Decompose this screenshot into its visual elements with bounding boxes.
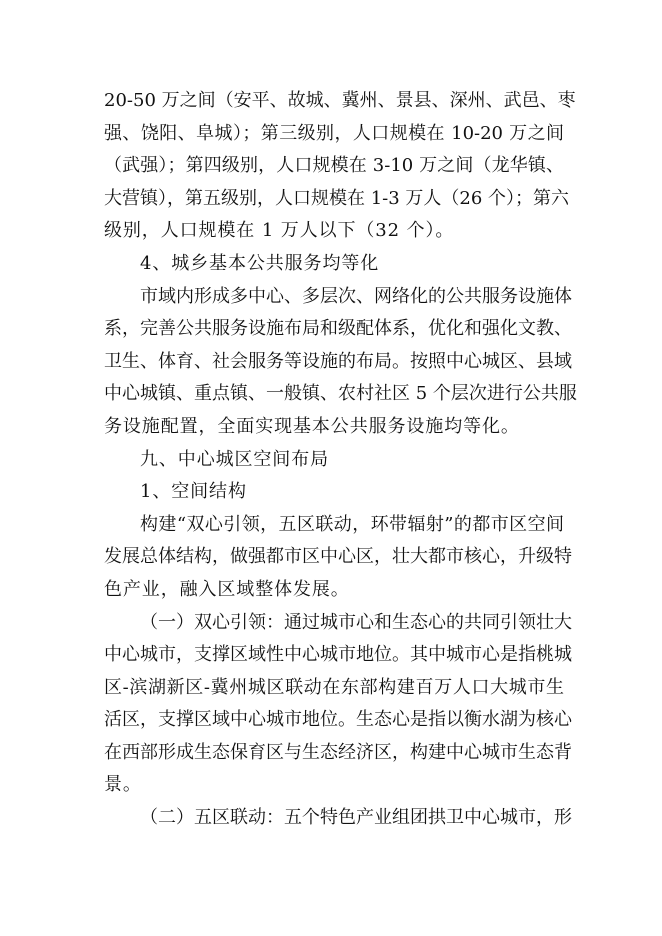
text-line: 区-滨湖新区-冀州城区联动在东部构建百万人口大城市生 <box>104 676 564 698</box>
text-line: （一）双心引领：通过城市心和生态心的共同引领壮大 <box>140 611 572 633</box>
text-line: 级别，人口规模在 1 万人以下（32 个）。 <box>104 220 455 242</box>
text-line: 色产业，融入区域整体发展。 <box>104 578 350 600</box>
text-line: 景。 <box>104 774 142 796</box>
text-line: 发展总体结构，做强都市区中心区，壮大都市核心，升级特 <box>104 546 572 568</box>
text-line: 系，完善公共服务设施布局和级配体系，优化和强化文教、 <box>104 318 572 340</box>
text-line: 中心城市，支撑区域性中心城市地位。其中城市心是指桃城 <box>104 644 572 666</box>
subsection-heading: 1、空间结构 <box>140 481 247 503</box>
body-text <box>104 85 577 835</box>
section-heading: 九、中心城区空间布局 <box>140 448 329 470</box>
text-line: 活区，支撑区域中心城市地位。生态心是指以衡水湖为核心 <box>104 709 572 731</box>
text-line: 构建“双心引领，五区联动，环带辐射”的都市区空间 <box>140 513 564 535</box>
text-line: 务设施配置，全面实现基本公共服务设施均等化。 <box>104 415 520 437</box>
text-line: 市域内形成多中心、多层次、网络化的公共服务设施体 <box>140 285 572 307</box>
text-line: 在西部形成生态保育区与生态经济区，构建中心城市生态背 <box>104 741 572 763</box>
text-line: 卫生、体育、社会服务等设施的布局。按照中心城区、县域 <box>104 350 572 372</box>
text-line: 强、饶阳、阜城）；第三级别，人口规模在 10-20 万之间 <box>104 122 564 144</box>
text-line: 20-50 万之间（安平、故城、冀州、景县、深州、武邑、枣 <box>104 90 576 111</box>
text-line: 中心城镇、重点镇、一般镇、农村社区 5 个层次进行公共服 <box>104 383 577 405</box>
section-heading: 4、城乡基本公共服务均等化 <box>140 252 380 274</box>
text-line: （武强）；第四级别，人口规模在 3-10 万之间（龙华镇、 <box>104 155 564 177</box>
text-line: （二）五区联动：五个特色产业组团拱卫中心城市，形 <box>140 807 572 829</box>
text-line: 大营镇），第五级别，人口规模在 1-3 万人（26 个）；第六 <box>104 187 570 209</box>
